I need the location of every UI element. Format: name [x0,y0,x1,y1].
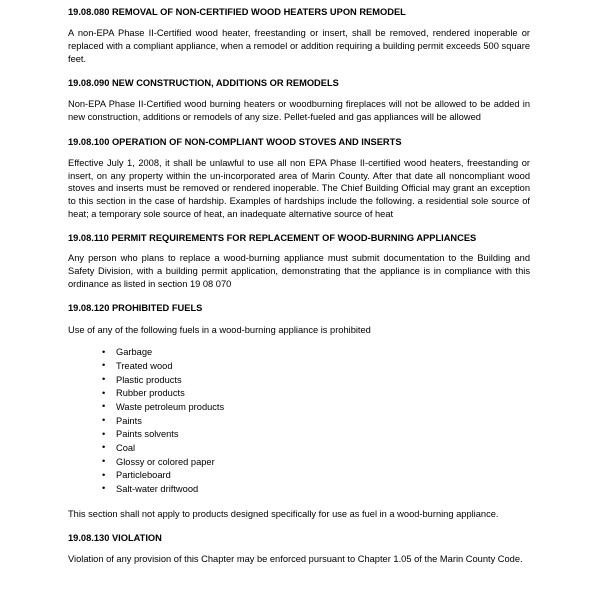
list-item: • Glossy or colored paper [102,456,530,470]
section-paragraph-19-08-090: Non-EPA Phase II-Certified wood burning heaters or woodburning fireplaces will not be allowed to be added in new construction, additions or remodels of any size. Pellet-fueled and gas appliances will be allowed [68,99,530,123]
list-item: • Rubber products [102,387,530,401]
section-heading-19-08-080: 19.08.080 REMOVAL OF NON-CERTIFIED WOOD HEATERS UPON REMODEL [68,7,406,17]
section-heading-19-08-120: 19.08.120 PROHIBITED FUELS [68,303,203,314]
list-item: • Salt-water driftwood [102,483,530,497]
list-item: • Paints solvents [102,428,530,442]
list-item: • Garbage [102,346,530,360]
fuels-exception-note: This section shall not apply to products designed specifically for use as fuel in a wood-burning appliance. [68,508,499,519]
section-heading-19-08-100: 19.08.100 OPERATION OF NON-COMPLIANT WOOD STOVES AND INSERTS [68,136,402,147]
list-item: • Plastic products [102,374,530,388]
section-paragraph-19-08-130: Violation of any provision of this Chapter may be enforced pursuant to Chapter 1.05 of the Marin County Code. [68,554,523,565]
section-paragraph-19-08-120: Use of any of the following fuels in a wood-burning appliance is prohibited [68,324,371,335]
list-item: • Treated wood [102,360,530,374]
section-paragraph-19-08-100: Effective July 1, 2008, it shall be unlawful to use all non EPA Phase II-certified wood heaters, freestanding or insert, on any property within the un-incorporated area of Marin County. After that date all noncompliant wood stoves and inserts must be removed or rendered inoperable. The Chief Building Official may grant an exception to this section in the case of hardship. Examples of hardships include the following. a residential sole source of heat; a temporary sole source of heat, an inadequate alternative source of heat [68,158,530,219]
list-item: • Particleboard [102,469,530,483]
prohibited-fuels-list [68,346,530,496]
section-heading-19-08-110: 19.08.110 PERMIT REQUIREMENTS FOR REPLACEMENT OF WOOD-BURNING APPLIANCES [68,233,477,244]
list-item: • Paints [102,415,530,429]
section-heading-19-08-130: 19.08.130 VIOLATION [68,533,162,544]
list-item: • Waste petroleum products [102,401,530,415]
section-heading-19-08-090: 19.08.090 NEW CONSTRUCTION, ADDITIONS OR REMODELS [68,78,339,89]
section-paragraph-19-08-080: A non-EPA Phase II-Certified wood heater, freestanding or insert, shall be removed, rendered inoperable or replaced with a compliant appliance, when a remodel or addition requiring a building permit exceeds 500 square feet. [68,28,530,64]
section-paragraph-19-08-110: Any person who plans to replace a wood-burning appliance must submit documentation to the Building and Safety Division, with a building permit application, demonstrating that the appliance is in compliance with this ordinance as listed in section 19 08 070 [68,253,530,289]
list-item: • Coal [102,442,530,456]
